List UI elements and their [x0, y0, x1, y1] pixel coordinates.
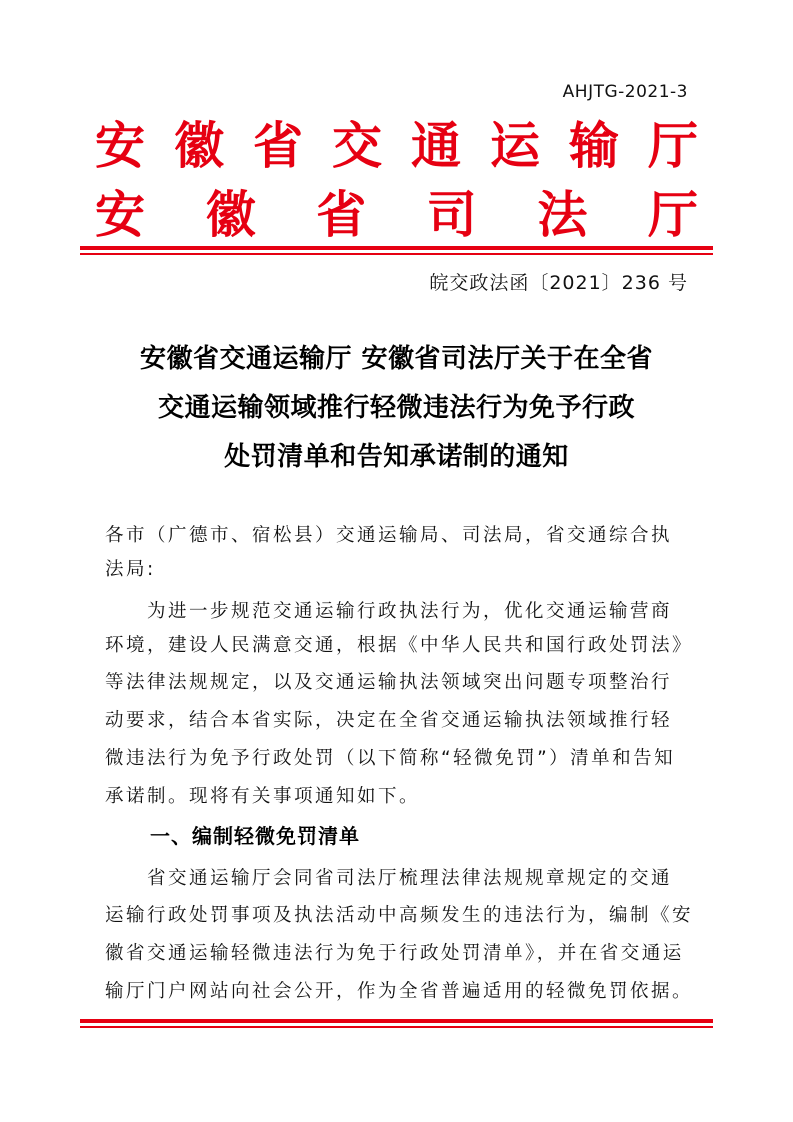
issuer-char: 安: [95, 185, 145, 244]
addressee-line: 法局:: [105, 559, 156, 580]
paragraph-line: 动要求，结合本省实际，决定在全省交通运输执法领域推行轻: [105, 710, 673, 731]
red-header-rule: [80, 246, 713, 255]
section-heading: 一、编制轻微免罚清单: [150, 824, 360, 848]
title-line-1: 安徽省交通运输厅 安徽省司法厅关于在全省: [139, 344, 654, 374]
paragraph-line: 徽省交通运输轻微违法行为免于行政处罚清单》，并在省交通运: [105, 943, 684, 964]
issuer-char: 厅: [647, 185, 698, 244]
document-number: 皖交政法函〔2021〕236 号: [429, 272, 688, 294]
thick-rule: [80, 246, 713, 250]
paragraph-line: 等法律法规规定，以及交通运输执法领域突出问题专项整治行: [105, 672, 673, 693]
paragraph-line: 输厅门户网站向社会公开，作为全省普遍适用的轻微免罚依据。: [105, 981, 694, 1002]
issuer-char: 交: [332, 116, 382, 175]
title-line-2: 交通运输领域推行轻微违法行为免予行政: [157, 393, 635, 423]
issuer-char: 省: [253, 116, 303, 175]
issuer-char: 徽: [205, 185, 256, 244]
paragraph-line: 为进一步规范交通运输行政执法行为，优化交通运输营商: [105, 601, 673, 622]
issuer-line-transport: [90, 116, 703, 176]
thick-rule: [80, 1019, 713, 1023]
paragraph-line: 运输行政处罚事项及执法活动中高频发生的违法行为，编制《安: [105, 905, 694, 926]
addressee-line: 各市（广德市、宿松县）交通运输局、司法局，省交通综合执: [105, 525, 673, 546]
thin-rule: [80, 1026, 713, 1028]
paragraph-line: 环境，建设人民满意交通，根据《中华人民共和国行政处罚法》: [105, 635, 694, 656]
document-code: AHJTG-2021-3: [562, 82, 688, 102]
title-line-3: 处罚清单和告知承诺制的通知: [224, 442, 569, 472]
paragraph-line: 承诺制。现将有关事项通知如下。: [105, 786, 421, 807]
issuer-line-justice: [90, 185, 703, 245]
issuer-char: 司: [426, 185, 477, 244]
red-footer-rule: [80, 1019, 713, 1028]
issuer-char: 徽: [174, 116, 224, 175]
issuer-char: 省: [316, 185, 367, 244]
issuer-char: 法: [537, 185, 588, 244]
issuer-char: 运: [490, 116, 540, 175]
issuer-char: 通: [411, 116, 461, 175]
issuer-char: 安: [95, 116, 145, 175]
issuer-char: 厅: [648, 116, 698, 175]
paragraph-line: 微违法行为免予行政处罚（以下简称“轻微免罚”）清单和告知: [105, 748, 676, 769]
paragraph-line: 省交通运输厅会同省司法厅梳理法律法规规章规定的交通: [105, 868, 673, 889]
thin-rule: [80, 253, 713, 255]
issuer-char: 输: [569, 116, 619, 175]
